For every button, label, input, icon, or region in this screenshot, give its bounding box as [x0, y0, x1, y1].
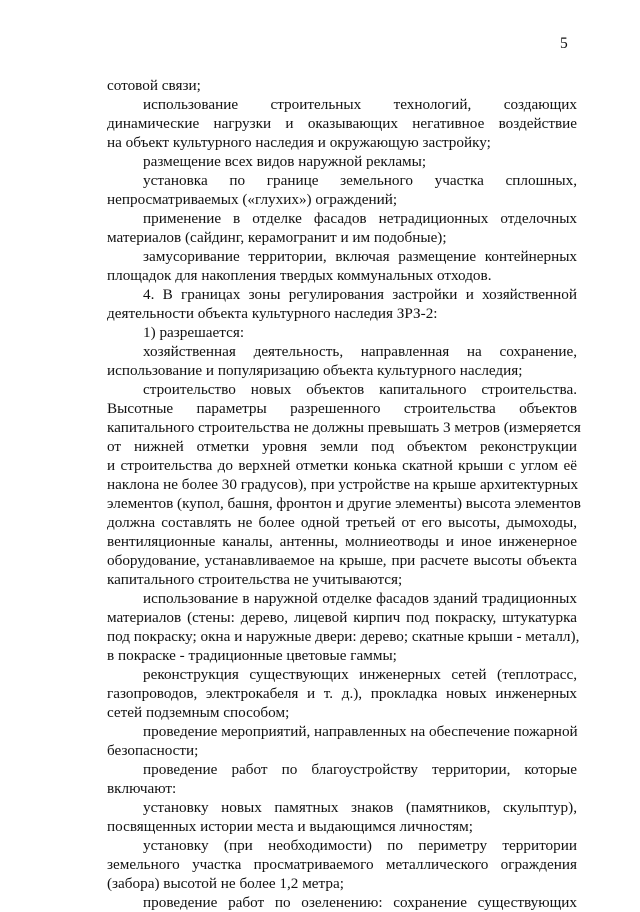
text-line: 1) разрешается:: [143, 324, 245, 341]
text-line: элементов (купол, башня, фронтон и другие элементы) высота элементов: [107, 495, 581, 512]
text-line: непросматриваемых («глухих») ограждений;: [107, 191, 398, 208]
page-number: 5: [560, 35, 568, 52]
document-body-text: [107, 76, 581, 912]
text-line: реконструкция существующих инженерных сетей (теплотрасс,: [143, 666, 577, 683]
text-line: динамические нагрузки и оказывающих негативное воздействие: [107, 115, 577, 132]
text-line: строительство новых объектов капитального строительства.: [143, 381, 577, 398]
text-line: и строительства до верхней отметки конька скатной крыши с углом её: [107, 457, 577, 474]
text-line: Высотные параметры разрешенного строительства объектов: [107, 400, 577, 417]
text-line: вентиляционные каналы, антенны, молниеотводы и иное инженерное: [107, 533, 577, 550]
text-line: (забора) высотой не более 1,2 метра;: [107, 875, 344, 892]
text-line: установку новых памятных знаков (памятников, скульптур),: [143, 799, 577, 816]
text-line: размещение всех видов наружной рекламы;: [143, 153, 427, 170]
text-line: от нижней отметки уровня земли под объектом реконструкции: [107, 438, 577, 455]
text-line: установка по границе земельного участка сплошных,: [143, 172, 577, 189]
text-line: материалов (сайдинг, керамогранит и им подобные);: [107, 229, 447, 246]
text-line: проведение мероприятий, направленных на обеспечение пожарной: [143, 723, 578, 740]
text-line: на объект культурного наследия и окружающую застройку;: [107, 134, 491, 151]
text-line: материалов (стены: дерево, лицевой кирпич под покраску, штукатурка: [107, 609, 577, 626]
text-line: наклона не более 30 градусов), при устройстве на крыше архитектурных: [107, 476, 579, 493]
text-line: газопроводов, электрокабеля и т. д.), прокладка новых инженерных: [107, 685, 577, 702]
text-line: проведение работ по благоустройству территории, которые: [143, 761, 577, 778]
text-line: сотовой связи;: [107, 77, 201, 94]
text-line: площадок для накопления твердых коммунальных отходов.: [107, 267, 492, 284]
text-line: капитального строительства не учитываются;: [107, 571, 403, 588]
text-line: 4. В границах зоны регулирования застройки и хозяйственной: [143, 286, 577, 303]
text-line: сетей подземным способом;: [107, 704, 290, 721]
text-line: земельного участка просматриваемого металлического ограждения: [107, 856, 577, 873]
text-line: оборудование, устанавливаемое на крыше, при расчете высоты объекта: [107, 552, 577, 569]
text-line: использование и популяризацию объекта культурного наследия;: [107, 362, 523, 379]
text-line: замусоривание территории, включая размещение контейнерных: [143, 248, 577, 265]
text-line: использование в наружной отделке фасадов зданий традиционных: [143, 590, 577, 607]
text-line: деятельности объекта культурного наследия ЗРЗ-2:: [107, 305, 438, 322]
text-line: в покраске - традиционные цветовые гаммы;: [107, 647, 397, 664]
text-line: установку (при необходимости) по периметру территории: [143, 837, 577, 854]
text-line: под покраску; окна и наружные двери: дерево; скатные крыши - металл),: [107, 628, 580, 645]
text-line: безопасности;: [107, 742, 199, 759]
text-line: капитального строительства не должны превышать 3 метров (измеряется: [107, 419, 581, 436]
text-line: использование строительных технологий, создающих: [143, 96, 577, 113]
text-line: посвященных истории места и выдающимся личностям;: [107, 818, 473, 835]
text-line: включают:: [107, 780, 177, 797]
text-line: проведение работ по озеленению: сохранение существующих: [143, 894, 577, 911]
text-line: применение в отделке фасадов нетрадиционных отделочных: [143, 210, 577, 227]
text-line: должна составлять не более одной третьей от его высоты, дымоходы,: [107, 514, 577, 531]
text-line: хозяйственная деятельность, направленная на сохранение,: [143, 343, 577, 360]
